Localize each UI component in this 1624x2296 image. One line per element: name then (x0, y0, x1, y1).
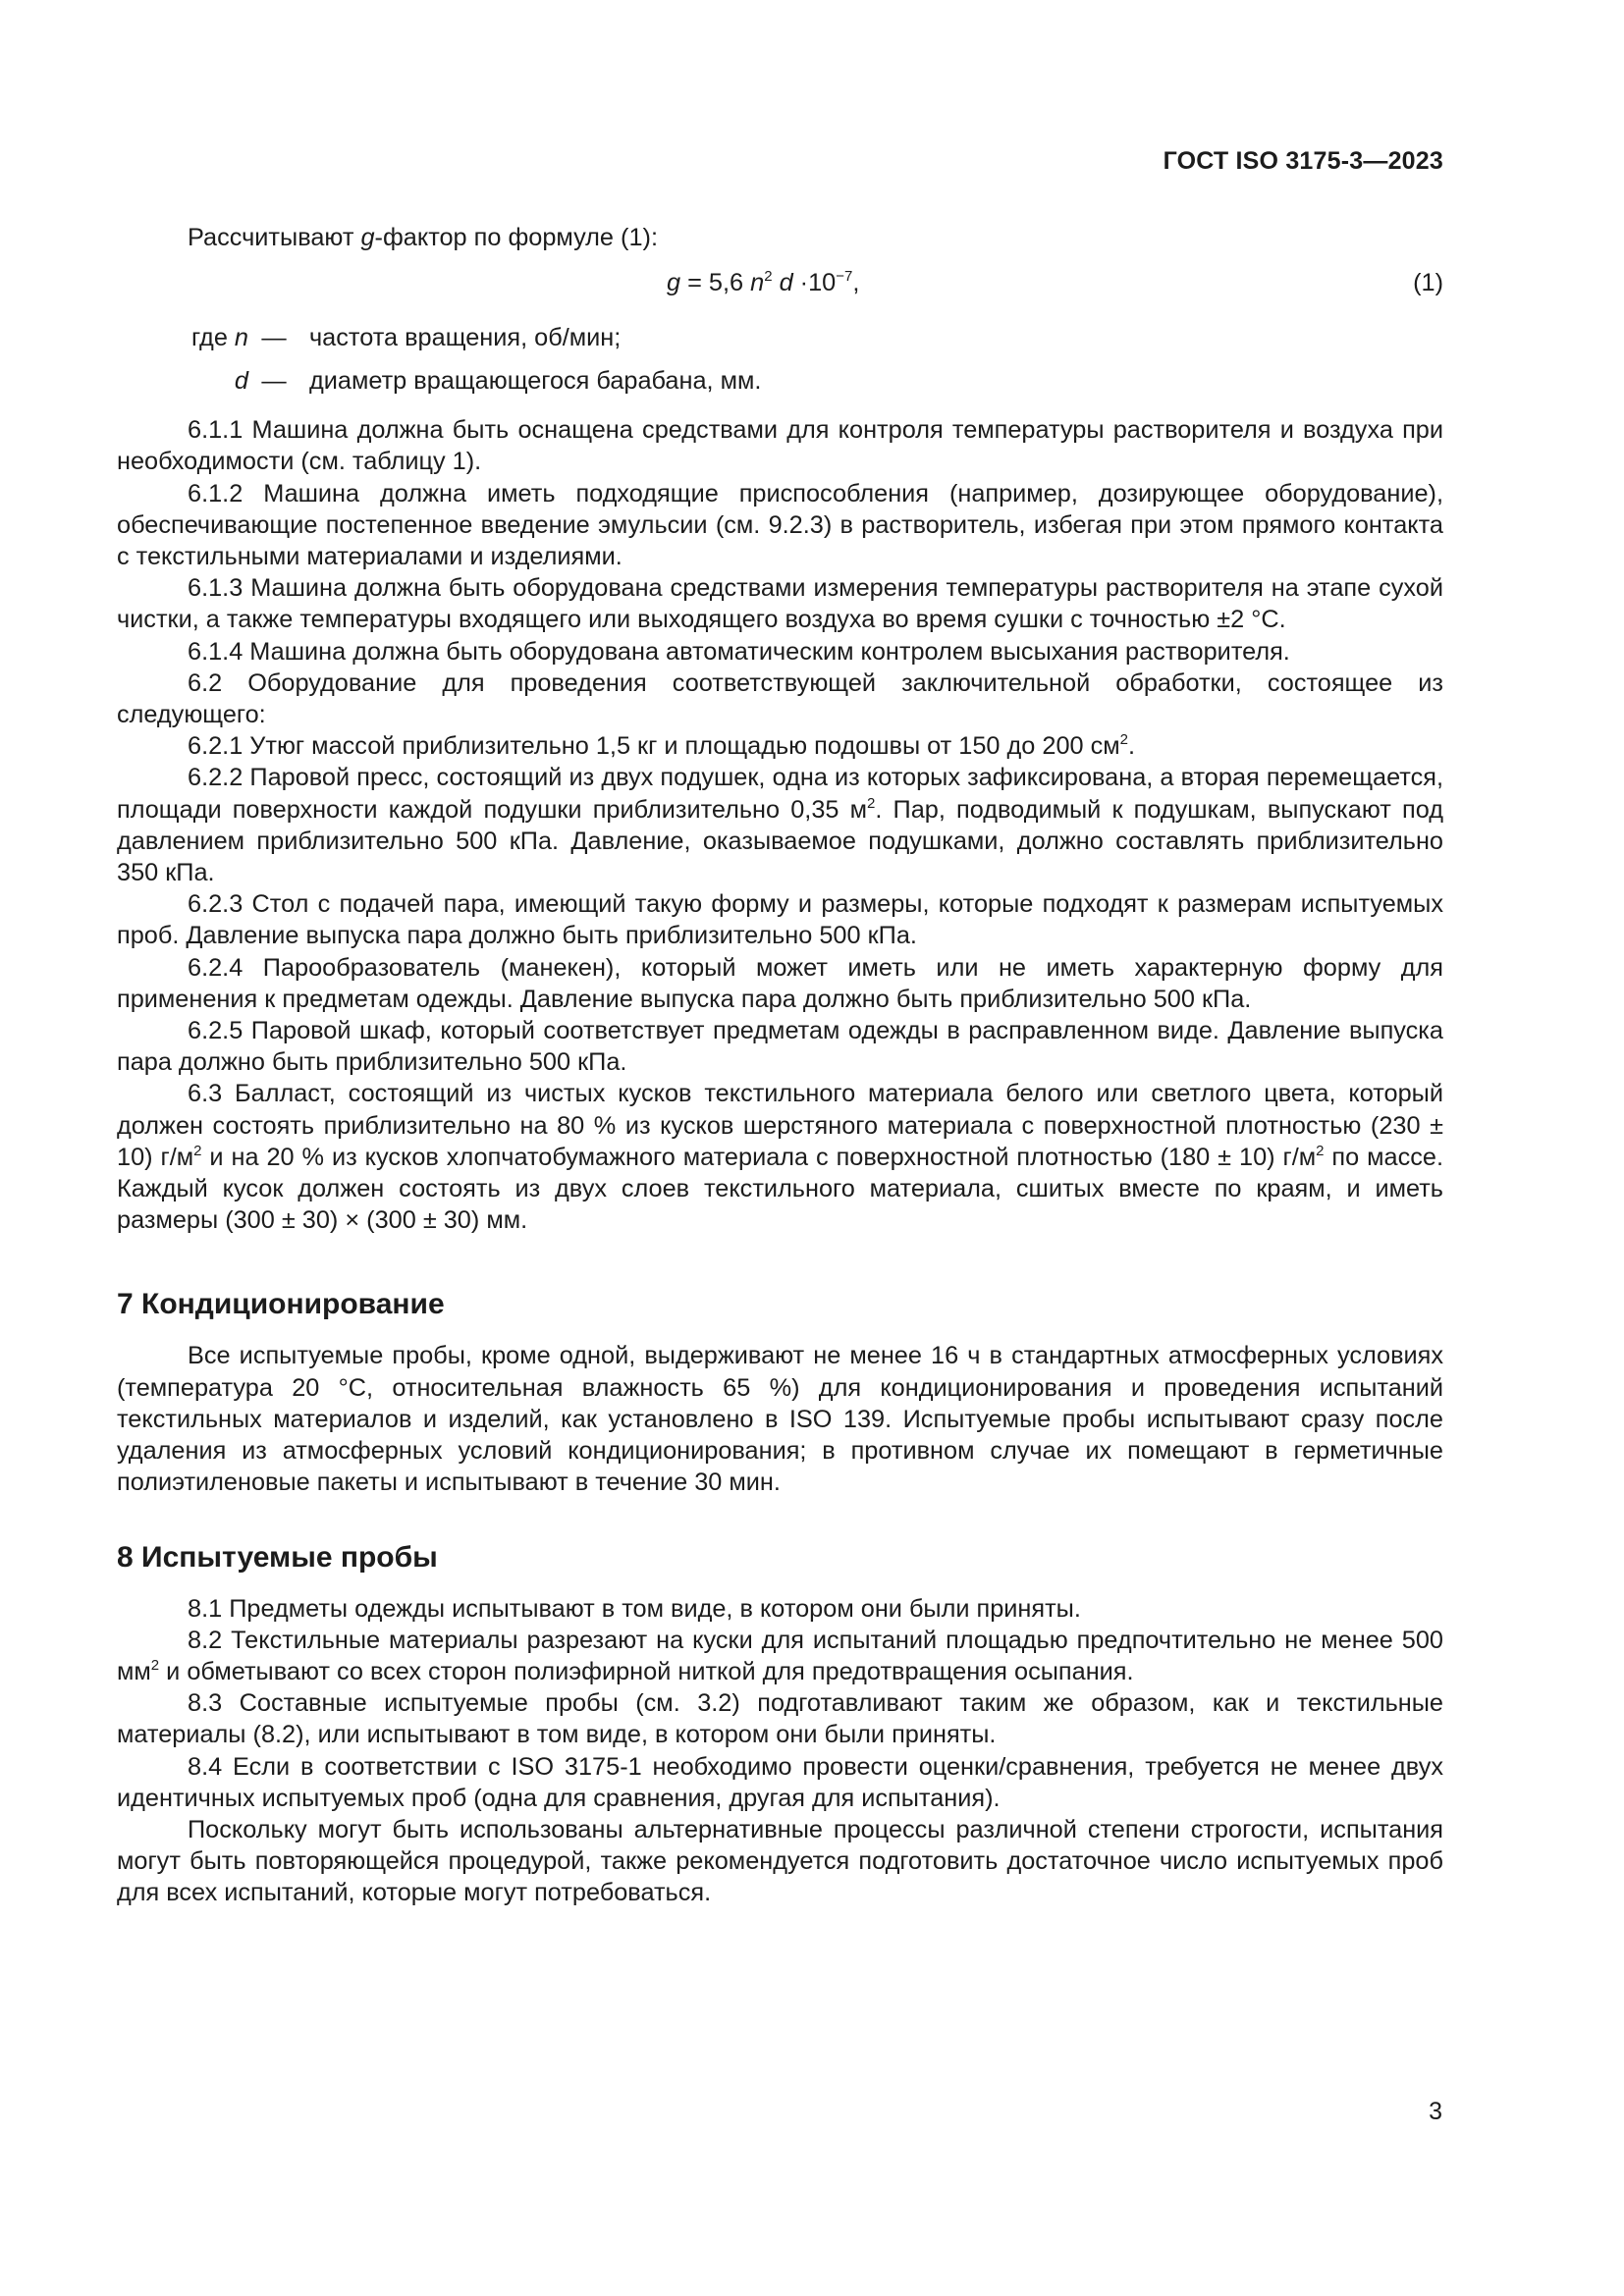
clause-6-1-1: 6.1.1 Машина должна быть оснащена средствами для контроля температуры растворителя и воздуха при необходимости (см. таблицу 1). (117, 416, 1443, 476)
section-heading-8: 8 Испытуемые пробы (117, 1540, 438, 1574)
clause-6-3: 6.3 Балласт, состоящий из чистых кусков текстильного материала белого или светлого цвета, который должен состоять приблизительно на 80 % из кусков шерстяного материала с поверхностной плотностью (230 ± 10) $г/м^2$ и на 20 % из кусков хлопчатобумажного материала с поверхностной плотностью (180 ± 10) $г/м^2$ по массе. Каждый кусок должен состоять из двух слоев текстильного материала, сшитых вместе по краям, и иметь размеры (300 ± 30) × (300 ± 30) мм. (117, 1080, 1443, 1235)
section-heading-7: 7 Кондиционирование (117, 1288, 445, 1321)
clause-6-2-4: 6.2.4 Парообразователь (манекен), который может иметь или не иметь характерную форму для применения к предметам одежды. Давление выпуска пара должно быть приблизительно 500 кПа. (117, 953, 1443, 1013)
where-item-n: где n — частота вращения, об/мин; (117, 322, 1443, 365)
clause-6-1-2: 6.1.2 Машина должна иметь подходящие приспособления (например, дозирующее оборудование), обеспечивающие постепенное введение эмульсии (см. 9.2.3) в растворитель, избегая при этом прямого контакта с текстильными материалами и изделиями. (117, 479, 1443, 571)
clause-6-2: 6.2 Оборудование для проведения соответствующей заключительной обработки, состоящее из следующего: (117, 668, 1443, 729)
clause-8-2: 8.2 Текстильные материалы разрезают на куски для испытаний площадью предпочтительно не менее 500 $мм^2$ и обметывают со всех сторон полиэфирной ниткой для предотвращения осыпания. (117, 1626, 1443, 1685)
formula-1 (117, 267, 1443, 310)
formula-expression: g = 5,6 $n^2$ $d \cdot 10^{-7}$, (667, 268, 860, 297)
where-lead: где n (190, 324, 248, 352)
clause-6-2-2: 6.2.2 Паровой пресс, состоящий из двух подушек, одна из которых зафиксирована, а вторая перемещается, площади поверхности каждой подушки приблизительно 0,35 $м^2$. Пар, подводимый к подушкам, выпускают под давлением приблизительно 500 кПа. Давление, оказываемое подушками, должно составлять приблизительно 350 кПа. (117, 764, 1443, 887)
where-definition: частота вращения, об/мин; (309, 324, 622, 352)
clause-8-1: 8.1 Предметы одежды испытывают в том виде, в котором они были приняты. (188, 1594, 1081, 1623)
where-item-d: d — диаметр вращающегося барабана, мм. (117, 365, 1443, 408)
formula-intro: Рассчитывают g-фактор по формуле (1): (188, 224, 658, 251)
standard-header: ГОСТ ISO 3175-3—2023 (1163, 147, 1443, 175)
clause-8-4: 8.4 Если в соответствии с ISO 3175-1 необходимо провести оценки/сравнения, требуется не менее двух идентичных испытуемых проб (одна для сравнения, другая для испытания). (117, 1752, 1443, 1812)
clause-6-2-1: 6.2.1 Утюг массой приблизительно 1,5 кг и площадью подошвы от 150 до 200 $см^2$. (188, 731, 1136, 761)
where-definition: диаметр вращающегося барабана, мм. (309, 367, 762, 396)
clause-6-1-3: 6.1.3 Машина должна быть оборудована средствами измерения температуры растворителя на этапе сухой чистки, а также температуры входящего или выходящего воздуха во время сушки с точностью ±2 °C. (117, 574, 1443, 634)
page-number: 3 (1429, 2098, 1442, 2125)
section-7-text: Все испытуемые пробы, кроме одной, выдерживают не менее 16 ч в стандартных атмосферных условиях (температура 20 °С, относительная влажность 65 %) для кондиционирования и проведения испытаний текстильных материалов и изделий, как установлено в ISO 139. Испытуемые пробы испытывают сразу после удаления из атмосферных условий кондиционирования; в противном случае их помещают в герметичные полиэтиленовые пакеты и испытывают в течение 30 мин. (117, 1342, 1443, 1497)
clause-6-2-3: 6.2.3 Стол с подачей пара, имеющий такую форму и размеры, которые подходят к размерам испытуемых проб. Давление выпуска пара должно быть приблизительно 500 кПа. (117, 890, 1443, 950)
clause-8-3: 8.3 Составные испытуемые пробы (см. 3.2) подготавливают таким же образом, как и текстильные материалы (8.2), или испытывают в том виде, в котором они были приняты. (117, 1689, 1443, 1749)
clause-6-1-4: 6.1.4 Машина должна быть оборудована автоматическим контролем высыхания растворителя. (188, 637, 1290, 666)
page-content (117, 222, 1443, 1909)
clause-8-note: Поскольку могут быть использованы альтернативные процессы различной степени строгости, испытания могут быть повторяющейся процедурой, также рекомендуется подготовить достаточное число испытуемых проб для всех испытаний, которые могут потребоваться. (117, 1815, 1443, 1907)
formula-number: (1) (1413, 269, 1443, 297)
where-lead: d (234, 367, 248, 396)
clause-6-2-5: 6.2.5 Паровой шкаф, который соответствует предметам одежды в расправленном виде. Давление выпуска пара должно быть приблизительно 500 кПа. (117, 1017, 1443, 1077)
